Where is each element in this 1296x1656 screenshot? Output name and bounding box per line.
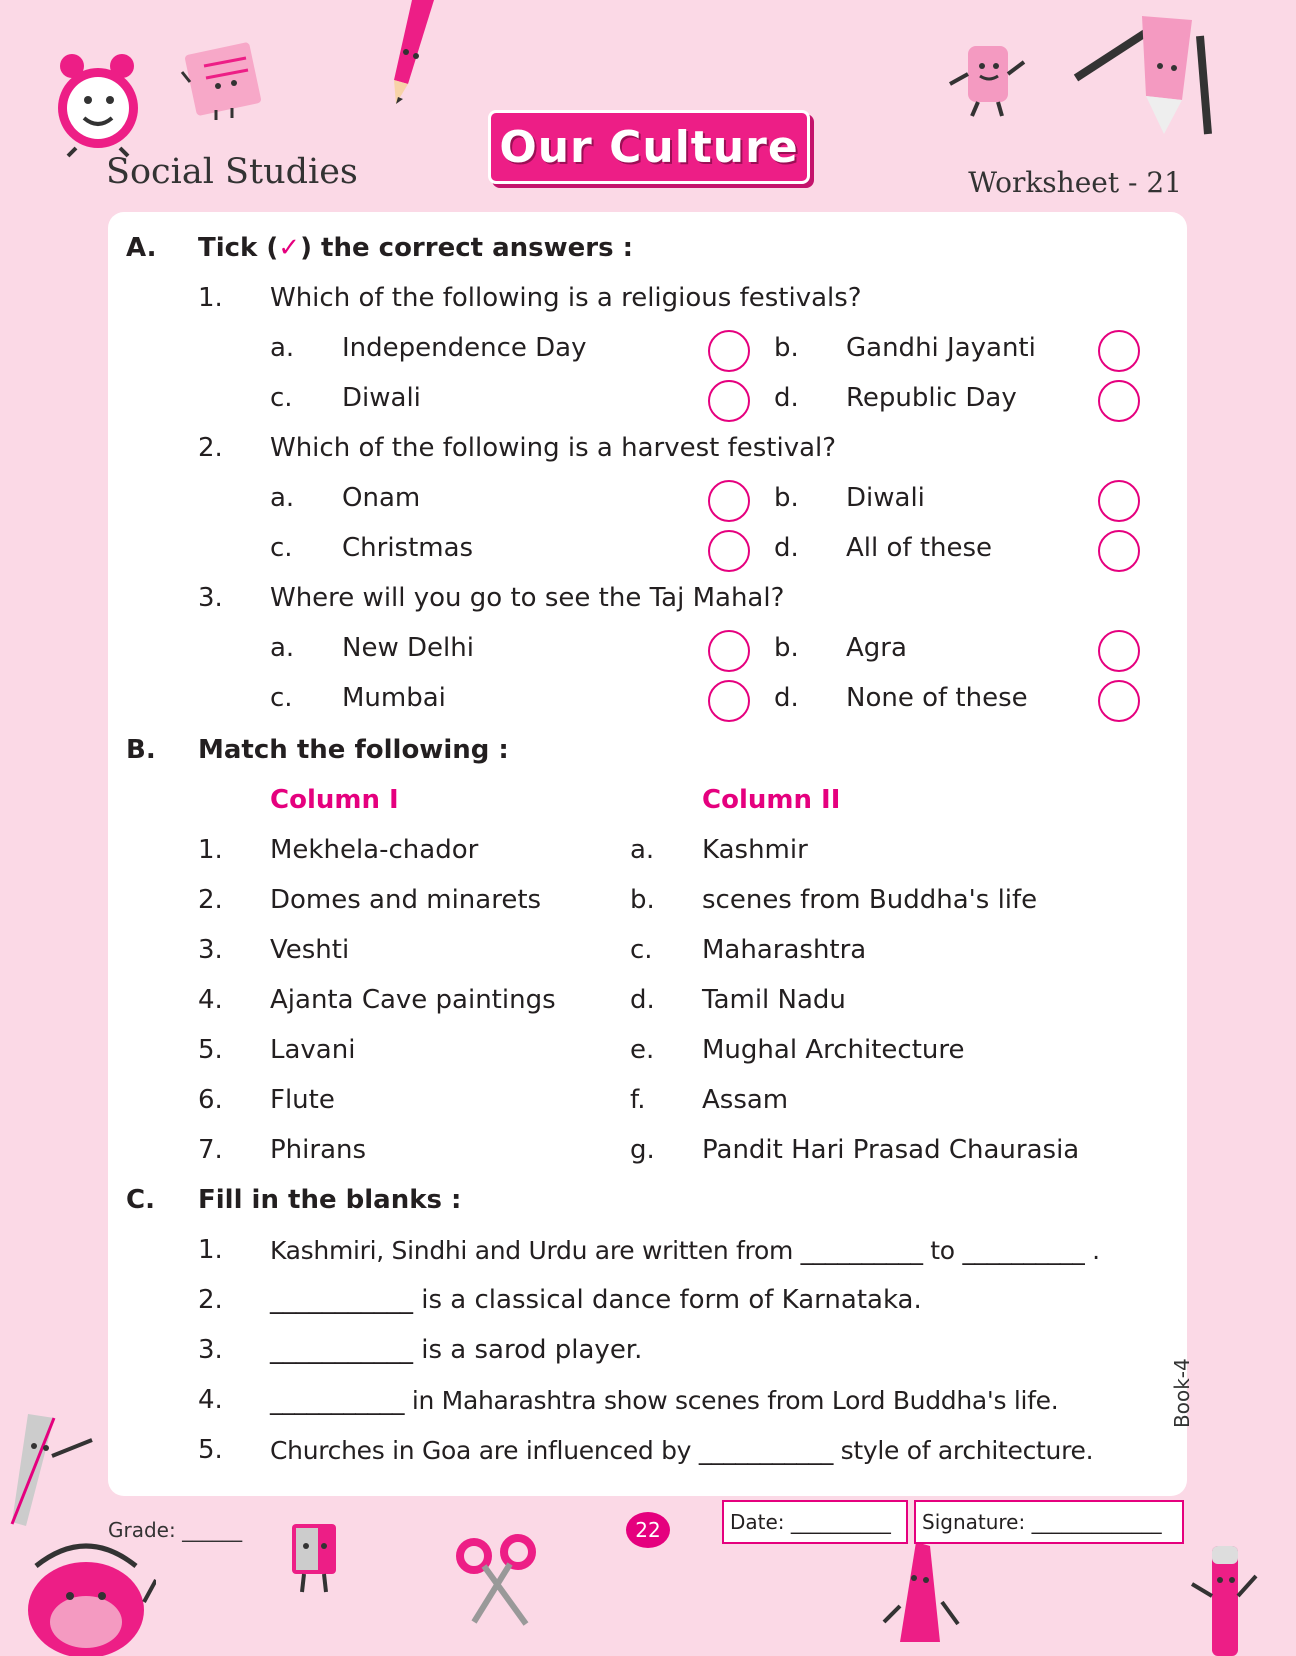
- option-text: Diwali: [846, 483, 925, 513]
- blank-number: 5.: [198, 1435, 223, 1465]
- match-number: 3.: [198, 935, 223, 965]
- match-number: 6.: [198, 1085, 223, 1115]
- blank-number: 3.: [198, 1335, 223, 1365]
- match-number: 7.: [198, 1135, 223, 1165]
- match-letter: d.: [630, 985, 655, 1015]
- option-letter: b.: [774, 333, 799, 363]
- match-left: Ajanta Cave paintings: [270, 985, 556, 1015]
- column-1-header: Column I: [270, 785, 399, 815]
- option-text: Agra: [846, 633, 907, 663]
- match-number: 4.: [198, 985, 223, 1015]
- option-text: All of these: [846, 533, 993, 563]
- bag-icon: [16, 1526, 156, 1656]
- match-letter: c.: [630, 935, 653, 965]
- match-letter: f.: [630, 1085, 646, 1115]
- page-title: Our Culture: [499, 121, 799, 173]
- instruction-text: Tick (: [198, 233, 279, 263]
- answer-circle[interactable]: [708, 630, 750, 672]
- section-a-letter: A.: [126, 233, 157, 263]
- option-text: Republic Day: [846, 383, 1017, 413]
- match-letter: a.: [630, 835, 655, 865]
- section-a-instruction: [198, 228, 633, 268]
- option-letter: c.: [270, 683, 293, 713]
- pencil-icon: [1072, 6, 1222, 136]
- blank-sentence: ___________ is a classical dance form of Karnataka.: [270, 1285, 922, 1315]
- match-right: Kashmir: [702, 835, 808, 865]
- pen-icon: [1190, 1540, 1260, 1656]
- instruction-text: ) the correct answers :: [300, 233, 634, 263]
- scissors-icon: [454, 1532, 540, 1628]
- match-left: Mekhela-chador: [270, 835, 479, 865]
- option-letter: d.: [774, 533, 799, 563]
- option-letter: c.: [270, 383, 293, 413]
- crayon-icon: [880, 1542, 960, 1656]
- match-number: 1.: [198, 835, 223, 865]
- date-field[interactable]: Date: __________: [722, 1500, 908, 1544]
- question-number: 1.: [198, 283, 223, 313]
- page-number: 22: [626, 1512, 670, 1548]
- blank-number: 1.: [198, 1235, 223, 1265]
- match-number: 2.: [198, 885, 223, 915]
- option-letter: b.: [774, 483, 799, 513]
- blank-sentence: Kashmiri, Sindhi and Urdu are written from __________ to __________ .: [270, 1235, 1100, 1265]
- question-text: Which of the following is a harvest festival?: [270, 433, 837, 463]
- match-right: Pandit Hari Prasad Chaurasia: [702, 1135, 1080, 1165]
- answer-circle[interactable]: [1098, 330, 1140, 372]
- match-left: Veshti: [270, 935, 350, 965]
- match-left: Domes and minarets: [270, 885, 542, 915]
- worksheet-number: Worksheet - 21: [968, 166, 1182, 199]
- blank-sentence: Churches in Goa are influenced by ___________ style of architecture.: [270, 1435, 1094, 1465]
- option-text: Mumbai: [342, 683, 446, 713]
- option-text: New Delhi: [342, 633, 474, 663]
- match-left: Flute: [270, 1085, 335, 1115]
- answer-circle[interactable]: [708, 480, 750, 522]
- option-text: Onam: [342, 483, 421, 513]
- match-right: Tamil Nadu: [702, 985, 846, 1015]
- section-c-instruction: Fill in the blanks :: [198, 1185, 462, 1215]
- answer-circle[interactable]: [708, 330, 750, 372]
- eraser-icon: [944, 40, 1030, 120]
- option-text: Independence Day: [342, 333, 587, 363]
- option-letter: a.: [270, 333, 295, 363]
- option-letter: c.: [270, 533, 293, 563]
- option-letter: a.: [270, 483, 295, 513]
- match-letter: b.: [630, 885, 655, 915]
- section-b-instruction: Match the following :: [198, 735, 509, 765]
- match-right: Maharashtra: [702, 935, 867, 965]
- match-left: Lavani: [270, 1035, 356, 1065]
- grade-field[interactable]: Grade: ______: [108, 1518, 243, 1542]
- match-right: scenes from Buddha's life: [702, 885, 1038, 915]
- alarm-clock-icon: [52, 48, 148, 158]
- question-number: 2.: [198, 433, 223, 463]
- answer-circle[interactable]: [1098, 680, 1140, 722]
- blank-number: 2.: [198, 1285, 223, 1315]
- question-text: Which of the following is a religious festivals?: [270, 283, 862, 313]
- blank-sentence: ___________ is a sarod player.: [270, 1335, 643, 1365]
- answer-circle[interactable]: [1098, 630, 1140, 672]
- answer-circle[interactable]: [1098, 380, 1140, 422]
- pencil-icon: [382, 0, 438, 110]
- section-c-letter: C.: [126, 1185, 155, 1215]
- signature-field[interactable]: Signature: _____________: [914, 1500, 1184, 1544]
- title-banner: [488, 110, 810, 184]
- subject-label: Social Studies: [106, 152, 358, 192]
- match-number: 5.: [198, 1035, 223, 1065]
- option-letter: d.: [774, 683, 799, 713]
- question-text: Where will you go to see the Taj Mahal?: [270, 583, 785, 613]
- answer-circle[interactable]: [1098, 480, 1140, 522]
- option-letter: a.: [270, 633, 295, 663]
- tick-icon: ✓: [278, 233, 301, 263]
- answer-circle[interactable]: [1098, 530, 1140, 572]
- blank-number: 4.: [198, 1385, 223, 1415]
- option-text: Christmas: [342, 533, 474, 563]
- sharpener-icon: [280, 1518, 350, 1598]
- match-right: Mughal Architecture: [702, 1035, 965, 1065]
- option-letter: d.: [774, 383, 799, 413]
- option-letter: b.: [774, 633, 799, 663]
- answer-circle[interactable]: [708, 680, 750, 722]
- question-number: 3.: [198, 583, 223, 613]
- answer-circle[interactable]: [708, 380, 750, 422]
- ruler-icon: [8, 1410, 100, 1530]
- notepad-icon: [176, 42, 266, 122]
- section-b-letter: B.: [126, 735, 156, 765]
- match-left: Phirans: [270, 1135, 367, 1165]
- answer-circle[interactable]: [708, 530, 750, 572]
- option-text: Gandhi Jayanti: [846, 333, 1036, 363]
- match-letter: e.: [630, 1035, 655, 1065]
- book-label: Book-4: [1170, 1358, 1194, 1428]
- blank-sentence: ___________ in Maharashtra show scenes from Lord Buddha's life.: [270, 1385, 1059, 1415]
- match-right: Assam: [702, 1085, 789, 1115]
- option-text: Diwali: [342, 383, 421, 413]
- match-letter: g.: [630, 1135, 655, 1165]
- column-2-header: Column II: [702, 785, 841, 815]
- option-text: None of these: [846, 683, 1028, 713]
